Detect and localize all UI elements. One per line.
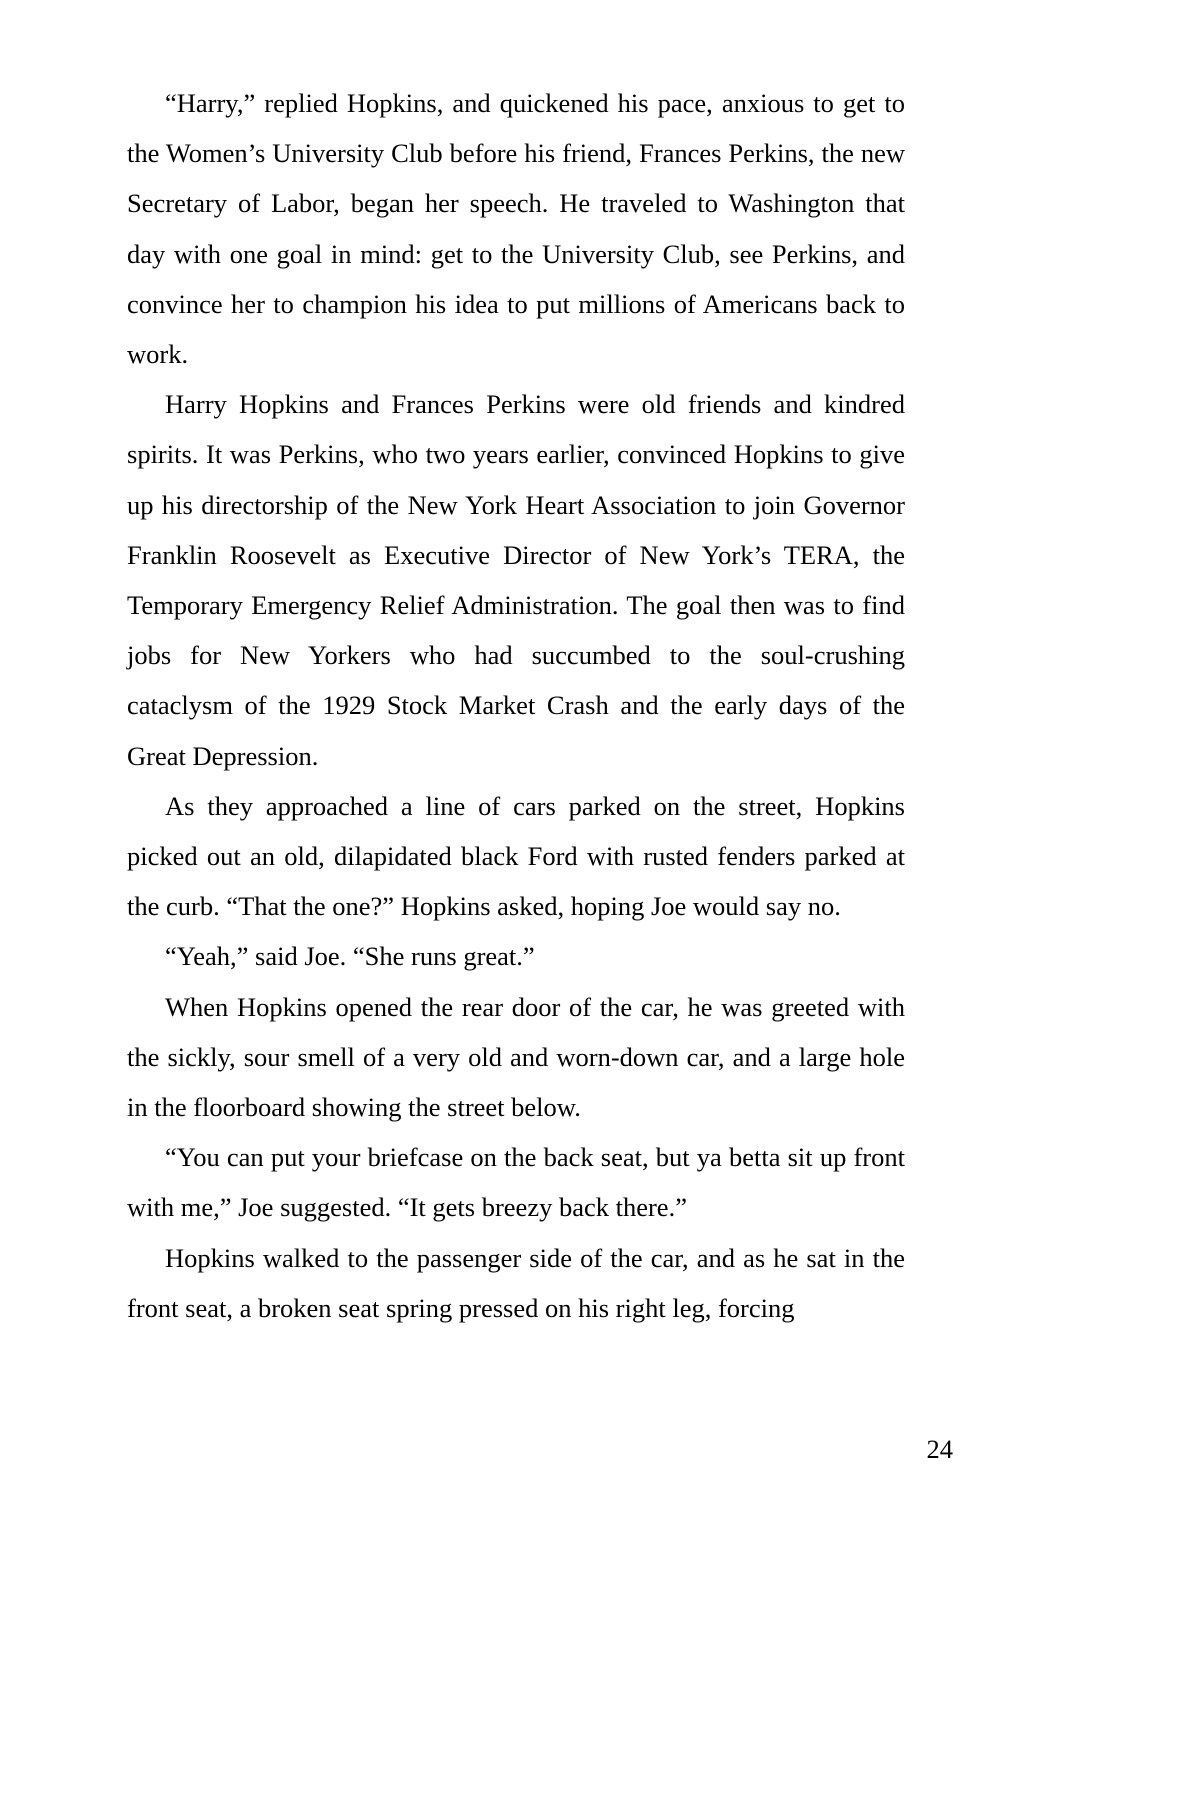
body-text-block — [127, 78, 905, 1333]
paragraph: “Yeah,” said Joe. “She runs great.” — [165, 941, 535, 972]
paragraph: When Hopkins opened the rear door of the car, he was greeted with the sickly, sour smell of a very old and worn-down car, and a large hole in the floorboard showing the street below. — [127, 991, 905, 1123]
paragraph: “Harry,” replied Hopkins, and quickened his pace, anxious to get to the Women’s University Club before his friend, Frances Perkins, the new Secretary of Labor, began her speech. He traveled to Washington that day with one goal in mind: get to the University Club, see Perkins, and convince her to champion his idea to put millions of Americans back to work. — [127, 88, 905, 370]
paragraph: As they approached a line of cars parked on the street, Hopkins picked out an old, dilapidated black Ford with rusted fenders parked at the curb. “That the one?” Hopkins asked, hoping Joe would say no. — [127, 790, 905, 922]
paragraph: Harry Hopkins and Frances Perkins were old friends and kindred spirits. It was Perkins, who two years earlier, convinced Hopkins to give up his directorship of the New York Heart Association to join Governor Franklin Roosevelt as Executive Director of New York’s TERA, the Temporary Emergency Relief Administration. The goal then was to find jobs for New Yorkers who had succumbed to the soul-crushing cataclysm of the 1929 Stock Market Crash and the early days of the Great Depression. — [127, 389, 905, 771]
paragraph: “You can put your briefcase on the back seat, but ya betta sit up front with me,” Joe suggested. “It gets breezy back there.” — [127, 1142, 905, 1223]
page-number: 24 — [926, 1434, 953, 1464]
paragraph: Hopkins walked to the passenger side of the car, and as he sat in the front seat, a broken seat spring pressed on his right leg, forcing — [127, 1242, 905, 1323]
